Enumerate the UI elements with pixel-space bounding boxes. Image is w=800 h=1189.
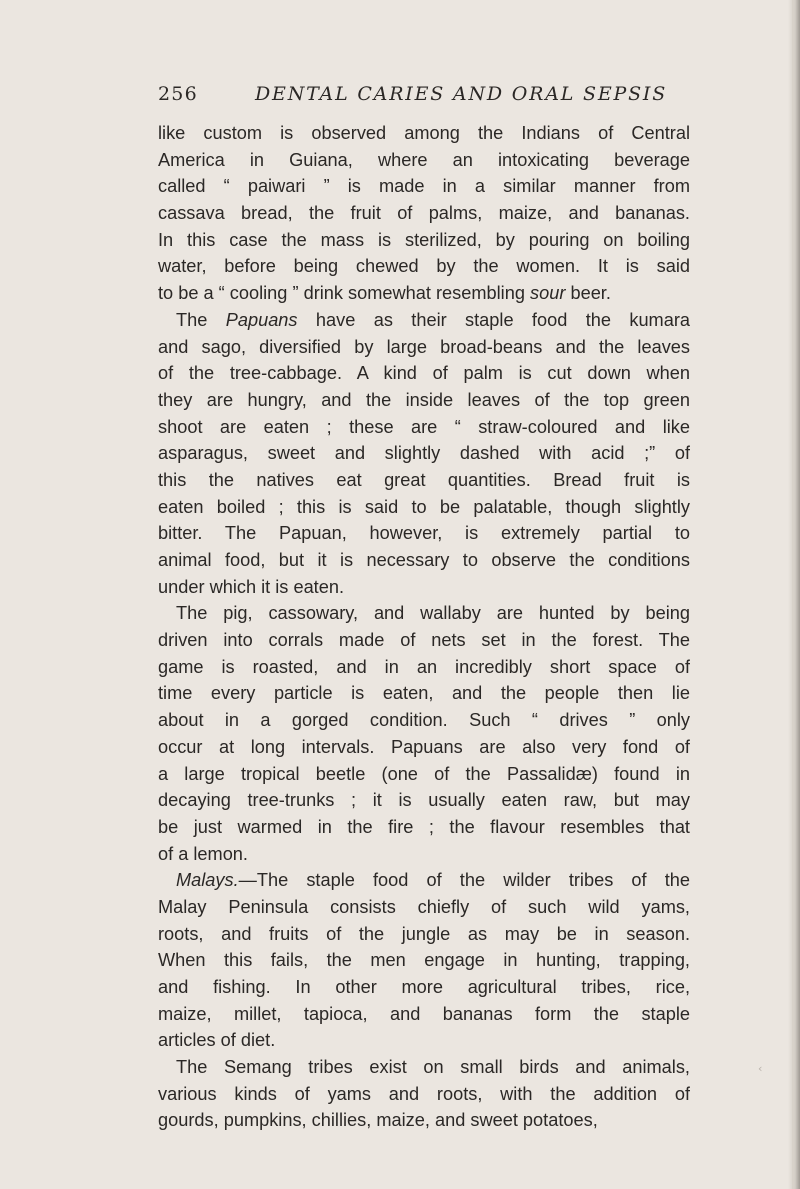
text-line: maize, millet, tapioca, and bananas form the staple	[158, 1003, 690, 1024]
text-line: of a lemon.	[158, 843, 248, 864]
text-line: bitter. The Papuan, however, is extremely partial to	[158, 523, 690, 544]
text-line: gourds, pumpkins, chillies, maize, and sweet potatoes,	[158, 1110, 598, 1131]
text-line: When this fails, the men engage in hunting, trapping,	[158, 950, 690, 971]
page-number: 256	[158, 83, 198, 105]
text-line: The Papuans have as their staple food the kumara	[176, 309, 690, 330]
text-line: eaten boiled ; this is said to be palatable, though slightly	[158, 496, 690, 517]
text-line: game is roasted, and in an incredibly short space of	[158, 656, 690, 677]
text-line: be just warmed in the fire ; the flavour resembles that	[158, 816, 690, 837]
text-line: under which it is eaten.	[158, 576, 345, 597]
text-line: America in Guiana, where an intoxicating beverage	[158, 149, 690, 170]
text-line: The Semang tribes exist on small birds and animals,	[176, 1057, 690, 1078]
text-line: a large tropical beetle (one of the Passalidæ) found in	[158, 763, 690, 784]
text-line: like custom is observed among the Indians of Central	[158, 123, 690, 143]
text-line: called “ paiwari ” is made in a similar manner from	[158, 176, 690, 197]
text-line: asparagus, sweet and slightly dashed with acid ;” of	[158, 443, 690, 464]
italic-term: Papuans	[225, 309, 298, 330]
text-line: they are hungry, and the inside leaves of the top green	[158, 389, 690, 410]
text-line: water, before being chewed by the women. It is said	[158, 256, 690, 277]
text-line: cassava bread, the fruit of palms, maize, and bananas.	[158, 203, 690, 224]
text-line: and sago, diversified by large broad-beans and the leaves	[158, 336, 690, 357]
text-line: driven into corrals made of nets set in the forest. The	[158, 630, 690, 651]
text-line: roots, and fruits of the jungle as may be in season.	[158, 923, 690, 944]
text-line: animal food, but it is necessary to observe the conditions	[158, 550, 690, 570]
italic-term: sour	[530, 283, 566, 304]
text-line: Malays.—The staple food of the wilder tribes of the	[176, 870, 690, 891]
text-line: occur at long intervals. Papuans are also very fond of	[158, 736, 690, 757]
text-line: various kinds of yams and roots, with the addition of	[158, 1083, 690, 1104]
body-text	[158, 120, 690, 1134]
text-line: time every particle is eaten, and the people then lie	[158, 683, 690, 704]
page-edge-shadow	[788, 0, 800, 1189]
text-line: shoot are eaten ; these are “ straw-coloured and like	[158, 416, 690, 437]
text-line: this the natives eat great quantities. Bread fruit is	[158, 469, 690, 490]
italic-term: Malays.	[176, 870, 239, 891]
running-title: DENTAL CARIES AND ORAL SEPSIS	[255, 83, 668, 105]
text-line: to be a “ cooling ” drink somewhat resembling sour beer.	[158, 283, 611, 304]
text-line: of the tree-cabbage. A kind of palm is cut down when	[158, 363, 690, 384]
margin-mark: ‹	[758, 1062, 763, 1075]
text-line: decaying tree-trunks ; it is usually eaten raw, but may	[158, 790, 690, 811]
text-line: In this case the mass is sterilized, by pouring on boiling	[158, 229, 690, 250]
text-line: The pig, cassowary, and wallaby are hunted by being	[176, 603, 690, 624]
running-header	[158, 83, 678, 113]
text-line: articles of diet.	[158, 1030, 276, 1051]
text-line: Malay Peninsula consists chiefly of such wild yams,	[158, 896, 690, 917]
text-line: and fishing. In other more agricultural tribes, rice,	[158, 977, 690, 997]
page-edge-line	[792, 0, 794, 1189]
text-line: about in a gorged condition. Such “ drives ” only	[158, 710, 690, 731]
